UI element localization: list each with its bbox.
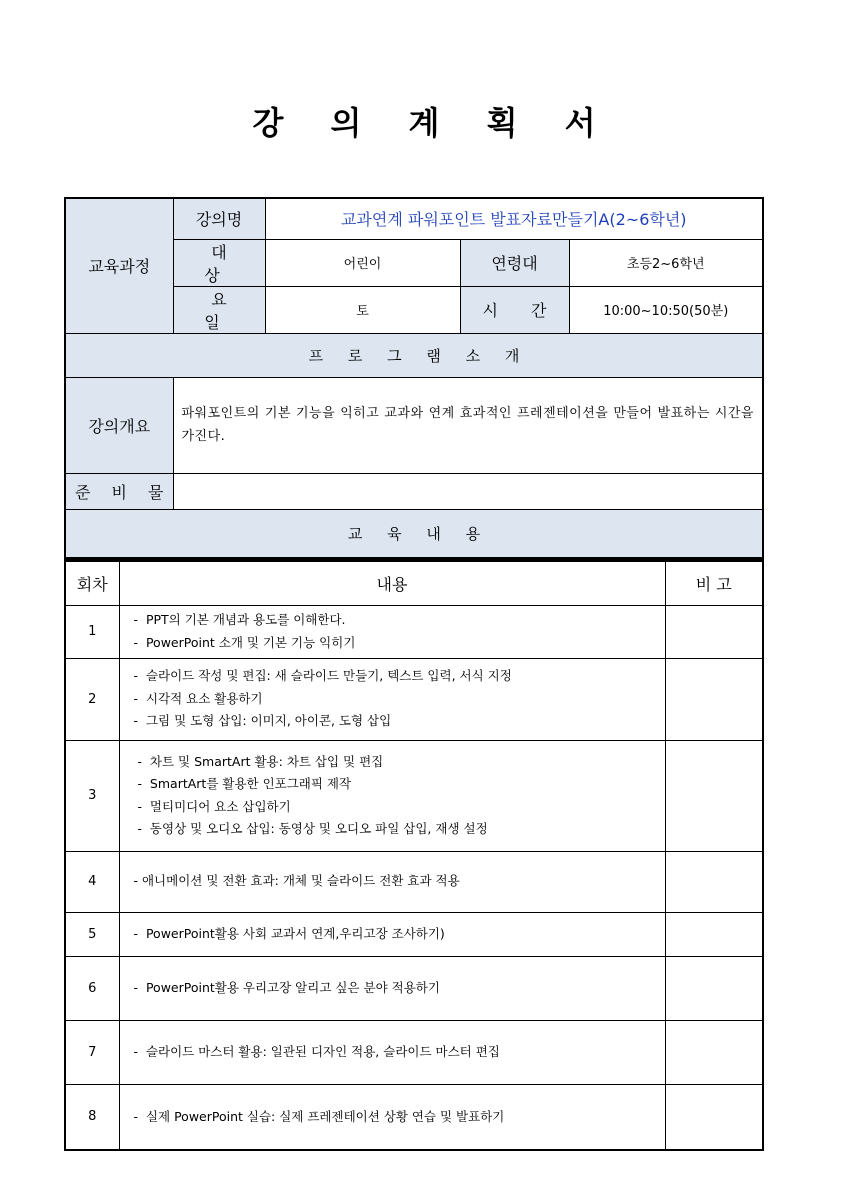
- session-line: - PowerPoint활용 사회 교과서 연계,우리고장 조사하기): [133, 925, 445, 941]
- session-line: - 그림 및 도형 삽입: 이미지, 아이콘, 도형 삽입: [133, 713, 392, 729]
- session-row: [66, 851, 762, 912]
- session-line: - PPT의 기본 개념과 용도를 이해한다.: [133, 612, 346, 627]
- session-content: [119, 1020, 665, 1084]
- age-label: 연령대: [460, 239, 569, 286]
- session-number: 4: [66, 851, 119, 912]
- materials-value: [173, 473, 762, 509]
- session-note: [665, 1020, 762, 1084]
- session-number: 5: [66, 912, 119, 956]
- session-line: - 실제 PowerPoint 실습: 실제 프레젠테이션 상황 연습 및 발표하기: [133, 1108, 505, 1124]
- session-content: [119, 956, 665, 1020]
- session-content: [119, 740, 665, 851]
- session-row: [66, 1084, 762, 1149]
- session-row: [66, 658, 762, 740]
- session-row: [66, 740, 762, 851]
- course-info-table: [66, 199, 762, 558]
- session-note: [665, 658, 762, 740]
- sessions-table: [66, 561, 762, 1150]
- session-line: - 애니메이션 및 전환 효과: 개체 및 슬라이드 전환 효과 적용: [133, 873, 460, 889]
- session-line: - PowerPoint 소개 및 기본 기능 익히기: [133, 634, 356, 650]
- session-line: - 슬라이드 마스터 활용: 일관된 디자인 적용, 슬라이드 마스터 편집: [133, 1043, 500, 1059]
- target-label: 대 상: [173, 239, 265, 286]
- session-line: - 시각적 요소 활용하기: [133, 690, 263, 706]
- course-name-label: 강의명: [173, 199, 265, 239]
- session-row: [66, 605, 762, 658]
- course-name-value: 교과연계 파워포인트 발표자료만들기A(2~6학년): [265, 199, 762, 239]
- overview-label: 강의개요: [66, 377, 173, 473]
- time-value: 10:00~10:50(50분): [569, 286, 762, 333]
- session-row: [66, 1020, 762, 1084]
- time-label: 시 간: [460, 286, 569, 333]
- program-intro-header: 프 로 그 램 소 개: [66, 333, 762, 377]
- session-line: - 동영상 및 오디오 삽입: 동영상 및 오디오 파일 삽입, 재생 설정: [133, 821, 488, 836]
- session-line: - 멀티미디어 요소 삽입하기: [133, 798, 291, 814]
- session-column-header: 회차: [66, 561, 119, 605]
- session-note: [665, 1084, 762, 1149]
- session-content: [119, 605, 665, 658]
- session-note: [665, 912, 762, 956]
- session-row: [66, 956, 762, 1020]
- day-value: 토: [265, 286, 460, 333]
- day-label: 요 일: [173, 286, 265, 333]
- session-number: 3: [66, 740, 119, 851]
- session-note: [665, 851, 762, 912]
- session-line: - PowerPoint활용 우리고장 알리고 싶은 분야 적용하기: [133, 979, 440, 995]
- session-number: 8: [66, 1084, 119, 1149]
- session-note: [665, 740, 762, 851]
- session-note: [665, 605, 762, 658]
- document-title: 강 의 계 획 서: [252, 104, 614, 142]
- session-content: [119, 912, 665, 956]
- education-content-header: 교 육 내 용: [66, 509, 762, 557]
- session-number: 7: [66, 1020, 119, 1084]
- materials-label: 준 비 물: [66, 473, 173, 509]
- note-column-header: 비 고: [665, 561, 762, 605]
- session-line: - SmartArt를 활용한 인포그래픽 제작: [133, 776, 352, 791]
- session-note: [665, 956, 762, 1020]
- session-number: 1: [66, 605, 119, 658]
- content-column-header: 내용: [119, 561, 665, 605]
- session-number: 6: [66, 956, 119, 1020]
- session-line: - 차트 및 SmartArt 활용: 차트 삽입 및 편집: [133, 753, 384, 769]
- session-content: [119, 851, 665, 912]
- overview-text: 파워포인트의 기본 기능을 익히고 교과와 연계 효과적인 프레젠테이션을 만들어 발표하는 시간을 가진다.: [173, 377, 762, 473]
- age-value: 초등2~6학년: [569, 239, 762, 286]
- session-line: - 슬라이드 작성 및 편집: 새 슬라이드 만들기, 텍스트 입력, 서식 지정: [133, 668, 512, 684]
- session-number: 2: [66, 658, 119, 740]
- target-value: 어린이: [265, 239, 460, 286]
- session-row: [66, 912, 762, 956]
- lecture-plan-table: [64, 197, 764, 1151]
- session-content: [119, 1084, 665, 1149]
- session-content: [119, 658, 665, 740]
- course-group-label: 교육과정: [66, 199, 173, 333]
